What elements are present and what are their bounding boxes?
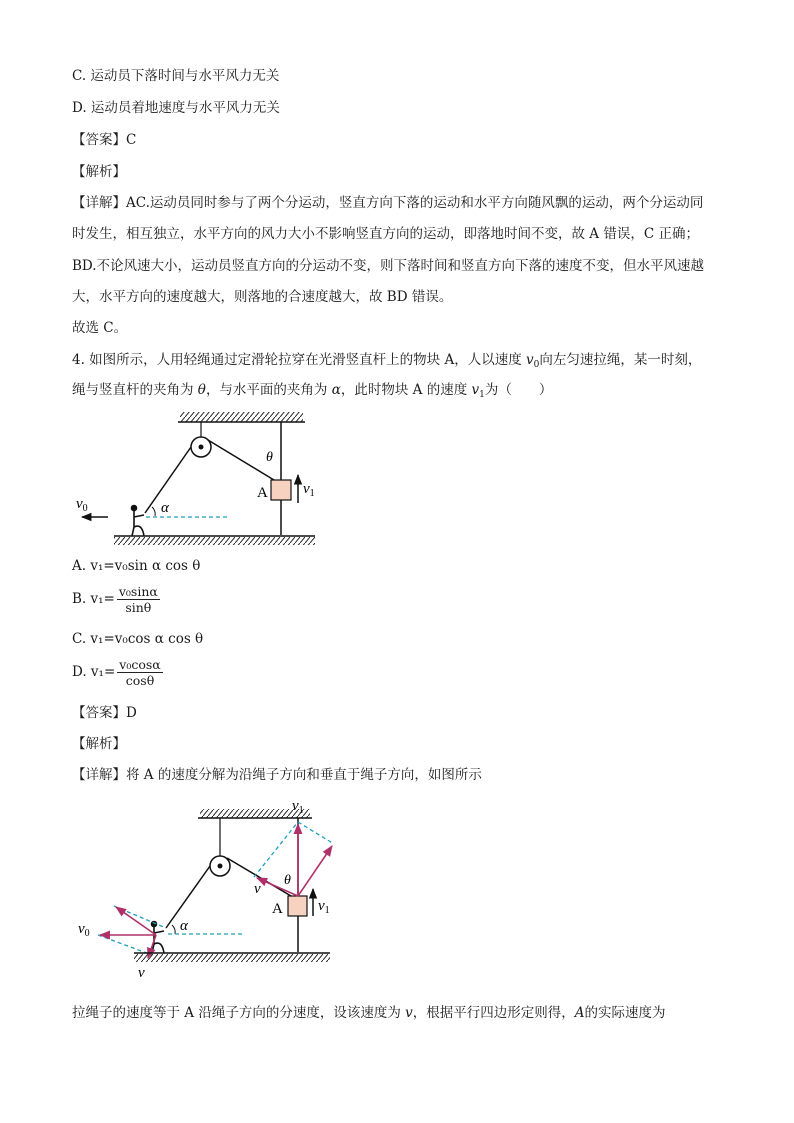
block-label: A [257,485,268,501]
detail-line-3: BD.不论风速大小，运动员竖直方向的分运动不变，则下落时间和竖直方向下落的速度不变，但水平风速越 [72,258,705,274]
v1-side-label: $v_1$ [318,898,330,916]
answer-value: C [126,132,137,148]
v1-top-label: $v_1$ [292,798,304,816]
answer-tag: 【答案】 [72,132,126,148]
alpha-label: α [161,500,169,516]
rope-to-block [208,440,274,480]
theta-label: θ [266,450,273,465]
pulley-figure [60,405,330,555]
fraction-b: $\frac{\text{v₀sinα}}{\sin\theta}$ [118,584,158,615]
q4-detail-line: 【详解】将 A 的速度分解为沿绳子方向和垂直于绳子方向，如图所示 [72,767,482,783]
detail-tag: 【详解】 [72,195,126,211]
detail-line-1: 【详解】AC.运动员同时参与了两个分运动，竖直方向下落的运动和水平方向随风飘的运动，两个分运动同 [72,195,704,211]
analysis-tag-prev: 【解析】 [72,164,126,180]
v-rope-vector [257,878,298,896]
option-c-prev: C. 运动员下落时间与水平风力无关 [72,68,280,84]
q4-last-line: 拉绳子的速度等于 A 沿绳子方向的分速度，设该速度为 v，根据平行四边形定则得，A的实际速度为 [72,1005,666,1021]
q4-option-d: D. v₁= $\frac{\text{v₀cosα}}{\cos\theta}$ [72,657,161,688]
person-icon [132,506,145,537]
detail-line-2: 时发生，相互独立，水平方向的风力大小不影响竖直方向的运动，即落地时间不变，故 A 错误，C 正确； [72,226,699,242]
block-a [271,480,291,500]
q4-option-a: A. v₁=v₀sin α cos θ [72,558,201,574]
perp-vector [298,846,332,896]
ground-hatch [114,537,315,545]
q4-analysis-tag: 【解析】 [72,736,126,752]
block-label: A [272,901,283,917]
v0-label: $v_0$ [76,496,88,514]
vector-decomposition-figure [68,792,348,992]
q4-stem-line-1: 4. 如图所示，人用轻绳通过定滑轮拉穿在光滑竖直杆上的物块 A，人以速度 $v_0$向左匀速拉绳，某一时刻， [72,352,702,370]
ceiling-hatch [180,412,303,422]
q4-stem-line-2: 绳与竖直杆的夹角为 θ，与水平面的夹角为 α，此时物块 A 的速度 $v_1$为（ ） [72,382,553,400]
v-bottom-label: v [138,965,145,981]
alpha-label: α [180,918,188,934]
q4-answer-row [72,703,137,723]
option-d-prev: D. 运动员着地速度与水平风力无关 [72,100,280,116]
detail-tag: 【详解】 [72,767,126,783]
detail-line-4: 大，水平方向的速度越大，则落地的合速度越大，故 BD 错误。 [72,289,453,305]
theta-label: θ [284,873,291,888]
conclusion-prev: 故选 C。 [72,320,128,336]
answer-row-prev [72,130,136,150]
fraction-d: $\frac{\text{v₀cosα}}{\cos\theta}$ [119,657,161,688]
v-rope-label: v [254,881,261,897]
v0-label: $v_0$ [78,921,90,939]
q4-option-c: C. v₁=v₀cos α cos θ [72,631,204,647]
answer-tag: 【答案】 [72,705,126,721]
v1-label: $v_1$ [303,481,315,499]
q4-option-b: B. v₁= $\frac{\text{v₀sinα}}{\sin\theta}$ [72,584,158,615]
answer-value: D [126,705,137,721]
